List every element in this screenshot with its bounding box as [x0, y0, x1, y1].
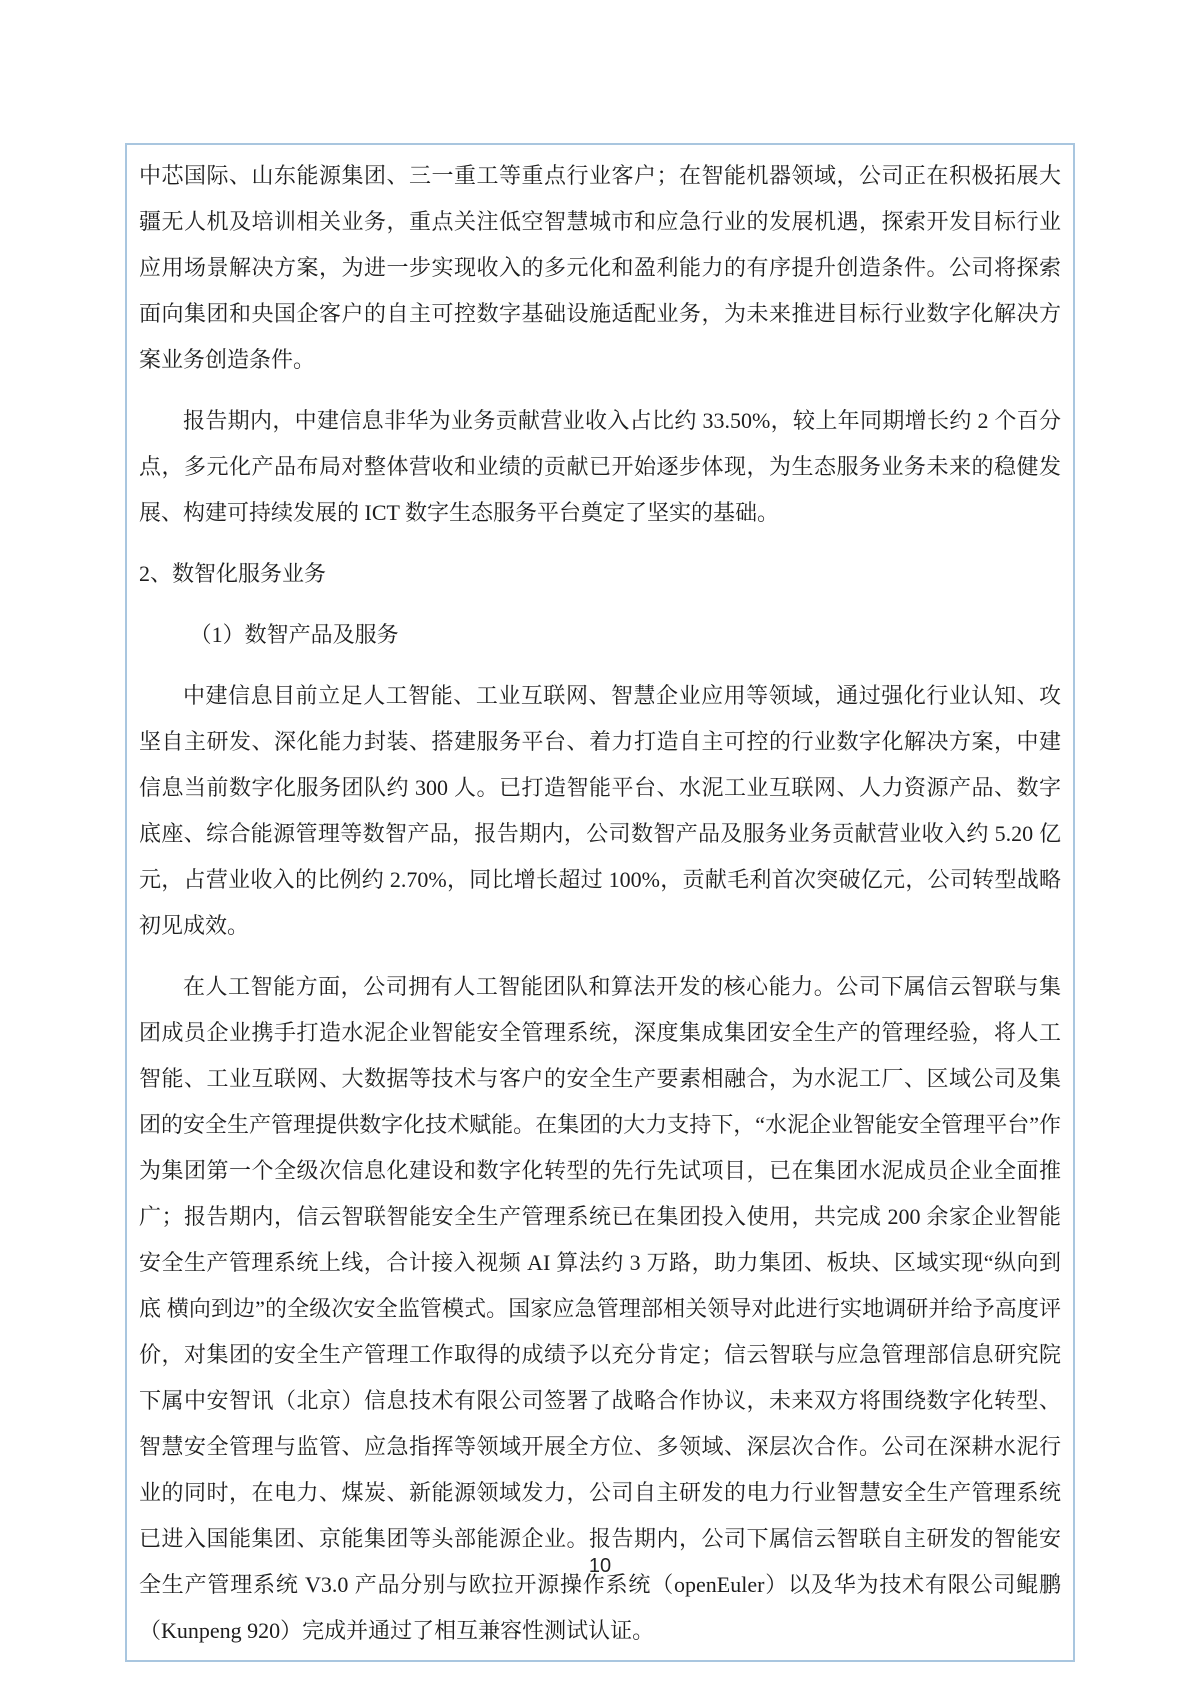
body-paragraph-digital-products: 中建信息目前立足人工智能、工业互联网、智慧企业应用等领域，通过强化行业认知、攻坚自主研发、深化能力封装、搭建服务平台、着力打造自主可控的行业数字化解决方案，中建信息当前数字化服务团队约 300 人。已打造智能平台、水泥工业互联网、人力资源产品、数字底座、综合能源管理等数智产品，报告期内，公司数智产品及服务业务贡献营业收入约 5.20 亿元，占营业收入的比例约 2.70%，同比增长超过 100%，贡献毛利首次突破亿元，公司转型战略初见成效。	[139, 683, 1061, 938]
body-paragraph-ai-safety-platform: 在人工智能方面，公司拥有人工智能团队和算法开发的核心能力。公司下属信云智联与集团成员企业携手打造水泥企业智能安全管理系统，深度集成集团安全生产的管理经验，将人工智能、工业互联网、大数据等技术与客户的安全生产要素相融合，为水泥工厂、区域公司及集团的安全生产管理提供数字化技术赋能。在集团的大力支持下，“水泥企业智能安全管理平台”作为集团第一个全级次信息化建设和数字化转型的先行先试项目，已在集团水泥成员企业全面推广；报告期内，信云智联智能安全生产管理系统已在集团投入使用，共完成 200 余家企业智能安全生产管理系统上线，合计接入视频 AI 算法约 3 万路，助力集团、板块、区域实现“纵向到底 横向到边”的全级次安全监管模式。国家应急管理部相关领导对此进行实地调研并给予高度评价，对集团的安全生产管理工作取得的成绩予以充分肯定；信云智联与应急管理部信息研究院下属中安智讯（北京）信息技术有限公司签署了战略合作协议，未来双方将围绕数字化转型、智慧安全管理与监管、应急指挥等领域开展全方位、多领域、深层次合作。公司在深耕水泥行业的同时，在电力、煤炭、新能源领域发力，公司自主研发的电力行业智慧安全生产管理系统已进入国能集团、京能集团等头部能源企业。报告期内，公司下属信云智联自主研发的智能安全生产管理系统 V3.0 产品分别与欧拉开源操作系统（openEuler）以及华为技术有限公司鲲鹏（Kunpeng 920）完成并通过了相互兼容性测试认证。	[139, 974, 1061, 1643]
body-paragraph-continued: 中芯国际、山东能源集团、三一重工等重点行业客户；在智能机器领域，公司正在积极拓展大疆无人机及培训相关业务，重点关注低空智慧城市和应急行业的发展机遇，探索开发目标行业应用场景解决方案，为进一步实现收入的多元化和盈利能力的有序提升创造条件。公司将探索面向集团和央国企客户的自主可控数字基础设施适配业务，为未来推进目标行业数字化解决方案业务创造条件。	[139, 163, 1061, 372]
body-paragraph-non-huawei-revenue: 报告期内，中建信息非华为业务贡献营业收入占比约 33.50%，较上年同期增长约 2 个百分点，多元化产品布局对整体营收和业绩的贡献已开始逐步体现，为生态服务业务未来的稳健发展、构建可持续发展的 ICT 数字生态服务平台奠定了坚实的基础。	[139, 408, 1061, 525]
section-heading-digital-services: 2、数智化服务业务	[139, 561, 327, 586]
subsection-heading-digital-products: （1）数智产品及服务	[189, 622, 399, 647]
page-number: 10	[588, 1555, 612, 1577]
content-border-box	[125, 143, 1075, 1662]
